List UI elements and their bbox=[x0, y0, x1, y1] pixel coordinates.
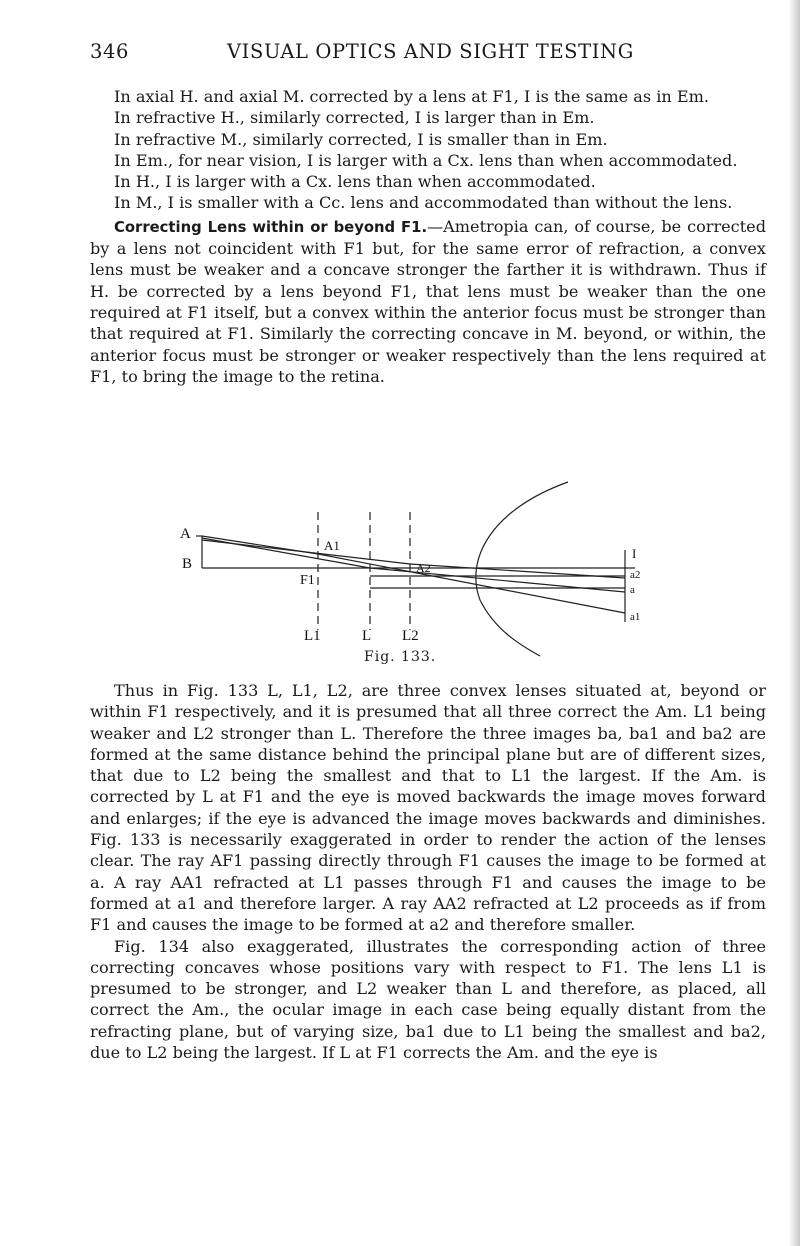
label-f1: F1 bbox=[300, 573, 315, 588]
statement-text: In refractive M., similarly corrected, I is smaller than in Em. bbox=[114, 129, 608, 149]
label-a2: A2 bbox=[416, 561, 431, 575]
label-a2-small: a2 bbox=[630, 569, 641, 581]
label-l1: L1 bbox=[304, 628, 321, 644]
statement-paragraph bbox=[90, 150, 766, 171]
statement-text: In axial H. and axial M. corrected by a lens at F1, I is the same as in Em. bbox=[114, 87, 709, 106]
statement-paragraph bbox=[90, 129, 766, 150]
page-edge-shadow bbox=[789, 0, 800, 1246]
label-a-small: a bbox=[630, 584, 635, 596]
fig134-text: Fig. 134 also exaggerated, illustrates the corresponding action of three correcting concaves whose positions vary with respect to F1. The lens L1 is presumed to be stronger, and L2 weaker than L and therefore, as placed, all correct the Am., the ocular image in each case being equally distant from the refracting plane, but of varying size, ba1 due to L1 being the smallest and ba2, due to L2 being the largest. If L at F1 corrects the Am. and the eye is bbox=[90, 936, 766, 1063]
upper-text bbox=[90, 86, 766, 387]
label-a1-small: a1 bbox=[630, 611, 641, 623]
label-l2: L2 bbox=[402, 628, 419, 644]
statement-paragraph bbox=[90, 86, 766, 107]
label-a1: A1 bbox=[324, 538, 340, 553]
page-number: 346 bbox=[90, 40, 130, 63]
statement-paragraph bbox=[90, 107, 766, 128]
correcting-lens-paragraph bbox=[90, 216, 766, 387]
label-b: B bbox=[182, 556, 193, 572]
statement-text: In H., I is larger with a Cx. lens than when accommodated. bbox=[114, 172, 596, 192]
statement-text: In Em., for near vision, I is larger with a Cx. lens than when accommodated. bbox=[114, 150, 738, 170]
label-image: I bbox=[632, 546, 637, 561]
ray-a-a2 bbox=[202, 540, 410, 564]
statement-paragraph bbox=[90, 192, 766, 213]
lower-text bbox=[90, 680, 766, 1063]
fig134-paragraph bbox=[90, 936, 766, 1064]
section-runin-heading: Correcting Lens within or beyond F1. bbox=[114, 218, 428, 236]
statement-paragraph bbox=[90, 171, 766, 192]
label-a: A bbox=[180, 526, 191, 542]
running-title: VISUAL OPTICS AND SIGHT TESTING bbox=[227, 40, 634, 63]
running-header bbox=[90, 40, 770, 68]
fig133-paragraph bbox=[90, 680, 766, 936]
correcting-lens-text: —Ametropia can, of course, be corrected by a lens not coincident with F1 but, for the same error of refraction, a convex lens must be weaker and a concave stronger the farther it is withdrawn. Thus if H. be corrected by a lens beyond F1, that lens must be weaker than the one required at F1 itself, but a convex within the anterior focus must be stronger than that required at F1. Similarly the correcting concave in M. beyond, or within, the anterior focus must be stronger or weaker respectively than the lens required at F1, to bring the image to the retina. bbox=[90, 216, 766, 386]
figure-caption: Fig. 133. bbox=[364, 649, 437, 665]
label-l: L bbox=[362, 628, 372, 644]
statement-text: In refractive H., similarly corrected, I is larger than in Em. bbox=[114, 108, 595, 128]
statement-text: In M., I is smaller with a Cc. lens and accommodated than without the lens. bbox=[114, 193, 733, 213]
ray-to-a1 bbox=[318, 554, 625, 613]
fig133-text: Thus in Fig. 133 L, L1, L2, are three convex lenses situated at, beyond or within F1 respectively, and it is presumed that all three correct the Am. L1 being weaker and L2 stronger than L. Therefore the three images ba, ba1 and ba2 are formed at the same distance behind the principal plane but are of different sizes, that due to L2 being the smallest and that to L1 the largest. If the Am. is corrected by L at F1 and the eye is moved backwards the image moves forward and enlarges; if the eye is advanced the image moves backwards and diminishes. Fig. 133 is necessarily exaggerated in order to render the action of the lenses clear. The ray AF1 passing directly through F1 causes the image to be formed at a. A ray AA1 refracted at L1 passes through F1 and causes the image to be formed at a1 and therefore larger. A ray AA2 refracted at L2 proceeds as if from F1 and causes the image to be formed at a2 and therefore smaller. bbox=[90, 681, 766, 935]
